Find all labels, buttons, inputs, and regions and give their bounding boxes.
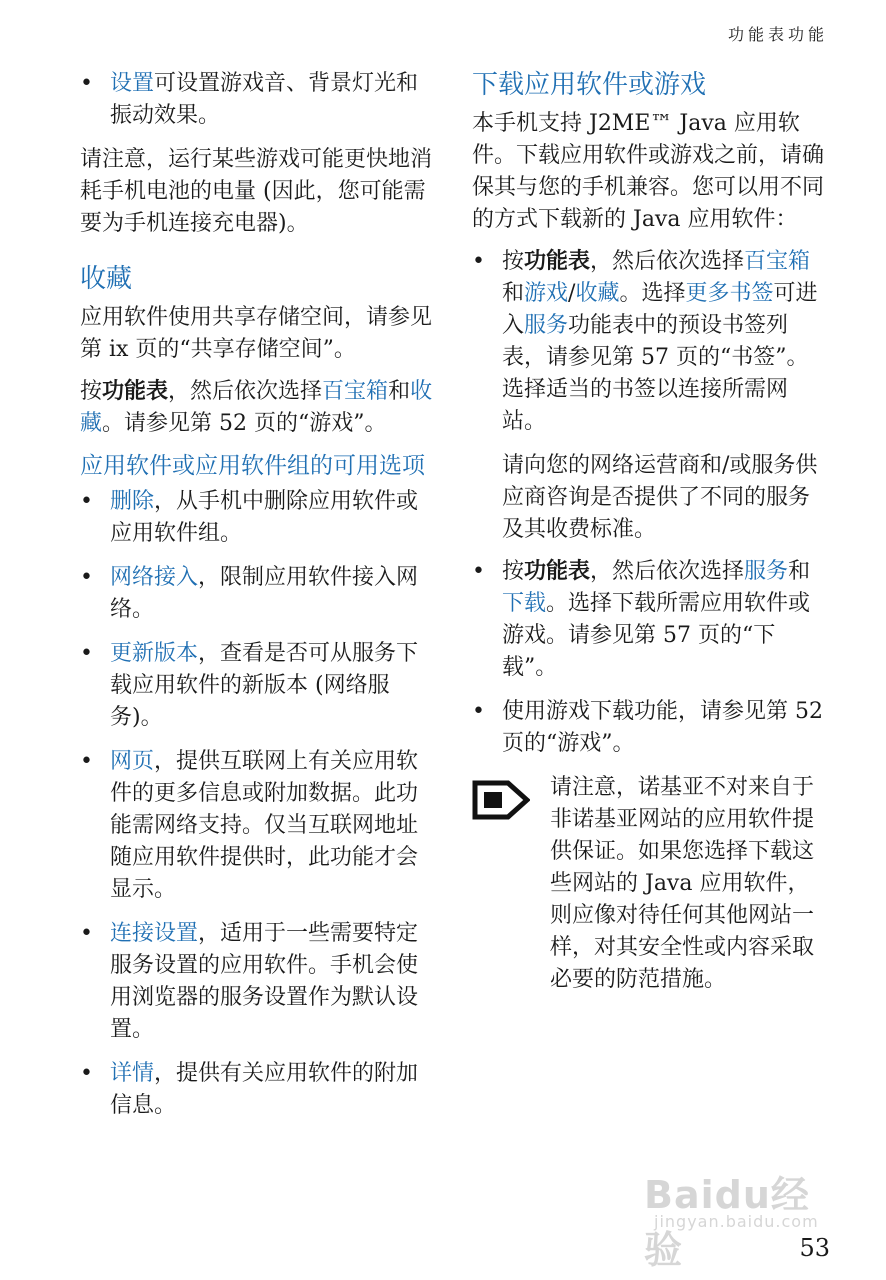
watermark-url: jingyan.baidu.com xyxy=(654,1212,819,1231)
favorites-heading: 收藏 xyxy=(80,264,133,294)
favorites-storage-text: 应用软件使用共享存储空间，请参见第 ix 页的“共享存储空间”。 xyxy=(80,305,433,362)
more-bookmarks-link[interactable]: 更多书签 xyxy=(685,281,774,306)
chapter-title: 功能表功能 xyxy=(727,25,828,44)
watermark-brand: Baidu经验 xyxy=(644,1173,810,1272)
favorites-path-text: 按功能表，然后依次选择百宝箱和收藏。请参见第 52 页的“游戏”。 xyxy=(80,379,433,436)
download-heading: 下载应用软件或游戏 xyxy=(472,70,707,100)
list-item: • 删除，从手机中删除应用软件或应用软件组。 xyxy=(80,486,438,550)
right-column xyxy=(472,68,830,1006)
options-list xyxy=(80,486,438,1122)
list-item: • 网页，提供互联网上有关应用软件的更多信息或附加数据。此功能需网络支持。仅当互联网地址随应用软件提供时，此功能才会显示。 xyxy=(80,746,438,906)
list-item: • 使用游戏下载功能，请参见第 52 页的“游戏”。 xyxy=(472,696,830,760)
disclaimer-text: 请注意，诺基亚不对来自于非诺基亚网站的应用软件提供保证。如果您选择下载这些网站的 Java 应用软件，则应像对待任何其他网站一样，对其安全性或内容采取必要的防范措施。 xyxy=(550,775,815,992)
list-item: • 连接设置，适用于一些需要特定服务设置的应用软件。手机会使用浏览器的服务设置作为默认设置。 xyxy=(80,918,438,1046)
favorites-link[interactable]: 收藏 xyxy=(575,281,620,306)
list-item: • 按功能表，然后依次选择服务和下载。选择下载所需应用软件或游戏。请参见第 57 页的“下载”。 xyxy=(472,556,830,684)
details-link[interactable]: 详情 xyxy=(110,1061,155,1086)
list-item: • 详情，提供有关应用软件的附加信息。 xyxy=(80,1058,438,1122)
webpage-link[interactable]: 网页 xyxy=(110,749,155,774)
download-list-2 xyxy=(472,556,830,760)
download-list xyxy=(472,246,830,438)
menu-bold: 功能表 xyxy=(102,379,169,404)
list-item: • 更新版本，查看是否可从服务下载应用软件的新版本 (网络服务)。 xyxy=(80,638,438,734)
apps-link[interactable]: 百宝箱 xyxy=(322,379,389,404)
update-version-link[interactable]: 更新版本 xyxy=(110,641,199,666)
left-column xyxy=(80,68,438,1134)
options-heading: 应用软件或应用软件组的可用选项 xyxy=(80,453,425,479)
games-link[interactable]: 游戏 xyxy=(524,281,569,306)
network-access-link[interactable]: 网络接入 xyxy=(110,565,199,590)
delete-link[interactable]: 删除 xyxy=(110,489,155,514)
menu-bold: 功能表 xyxy=(524,249,591,274)
note-icon xyxy=(472,780,530,820)
apps-link[interactable]: 百宝箱 xyxy=(744,249,811,274)
list-item-settings: • 设置可设置游戏音、背景灯光和振动效果。 xyxy=(80,68,438,132)
settings-list xyxy=(80,68,438,132)
download-intro: 本手机支持 J2ME™ Java 应用软件。下载应用软件或游戏之前，请确保其与您的手机兼容。您可以用不同的方式下载新的 Java 应用软件： xyxy=(472,111,825,232)
page-number: 53 xyxy=(799,1234,830,1262)
settings-link[interactable]: 设置 xyxy=(110,71,155,96)
battery-note: 请注意，运行某些游戏可能更快地消耗手机电池的电量 (因此，您可能需要为手机连接充电器)。 xyxy=(80,147,433,236)
connection-settings-link[interactable]: 连接设置 xyxy=(110,921,199,946)
menu-bold: 功能表 xyxy=(524,559,591,584)
services-link[interactable]: 服务 xyxy=(524,313,569,338)
favorites-link[interactable]: 收藏 xyxy=(80,379,433,436)
download-link[interactable]: 下载 xyxy=(502,591,547,616)
disclaimer-note xyxy=(472,772,830,996)
list-item: • 网络接入，限制应用软件接入网络。 xyxy=(80,562,438,626)
services-link[interactable]: 服务 xyxy=(744,559,789,584)
list-item: • 按功能表，然后依次选择百宝箱和游戏/收藏。选择更多书签可进入服务功能表中的预设书签列表，请参见第 57 页的“书签”。选择适当的书签以连接所需网站。 xyxy=(472,246,830,438)
provider-note: 请向您的网络运营商和/或服务供应商咨询是否提供了不同的服务及其收费标准。 xyxy=(502,453,818,542)
